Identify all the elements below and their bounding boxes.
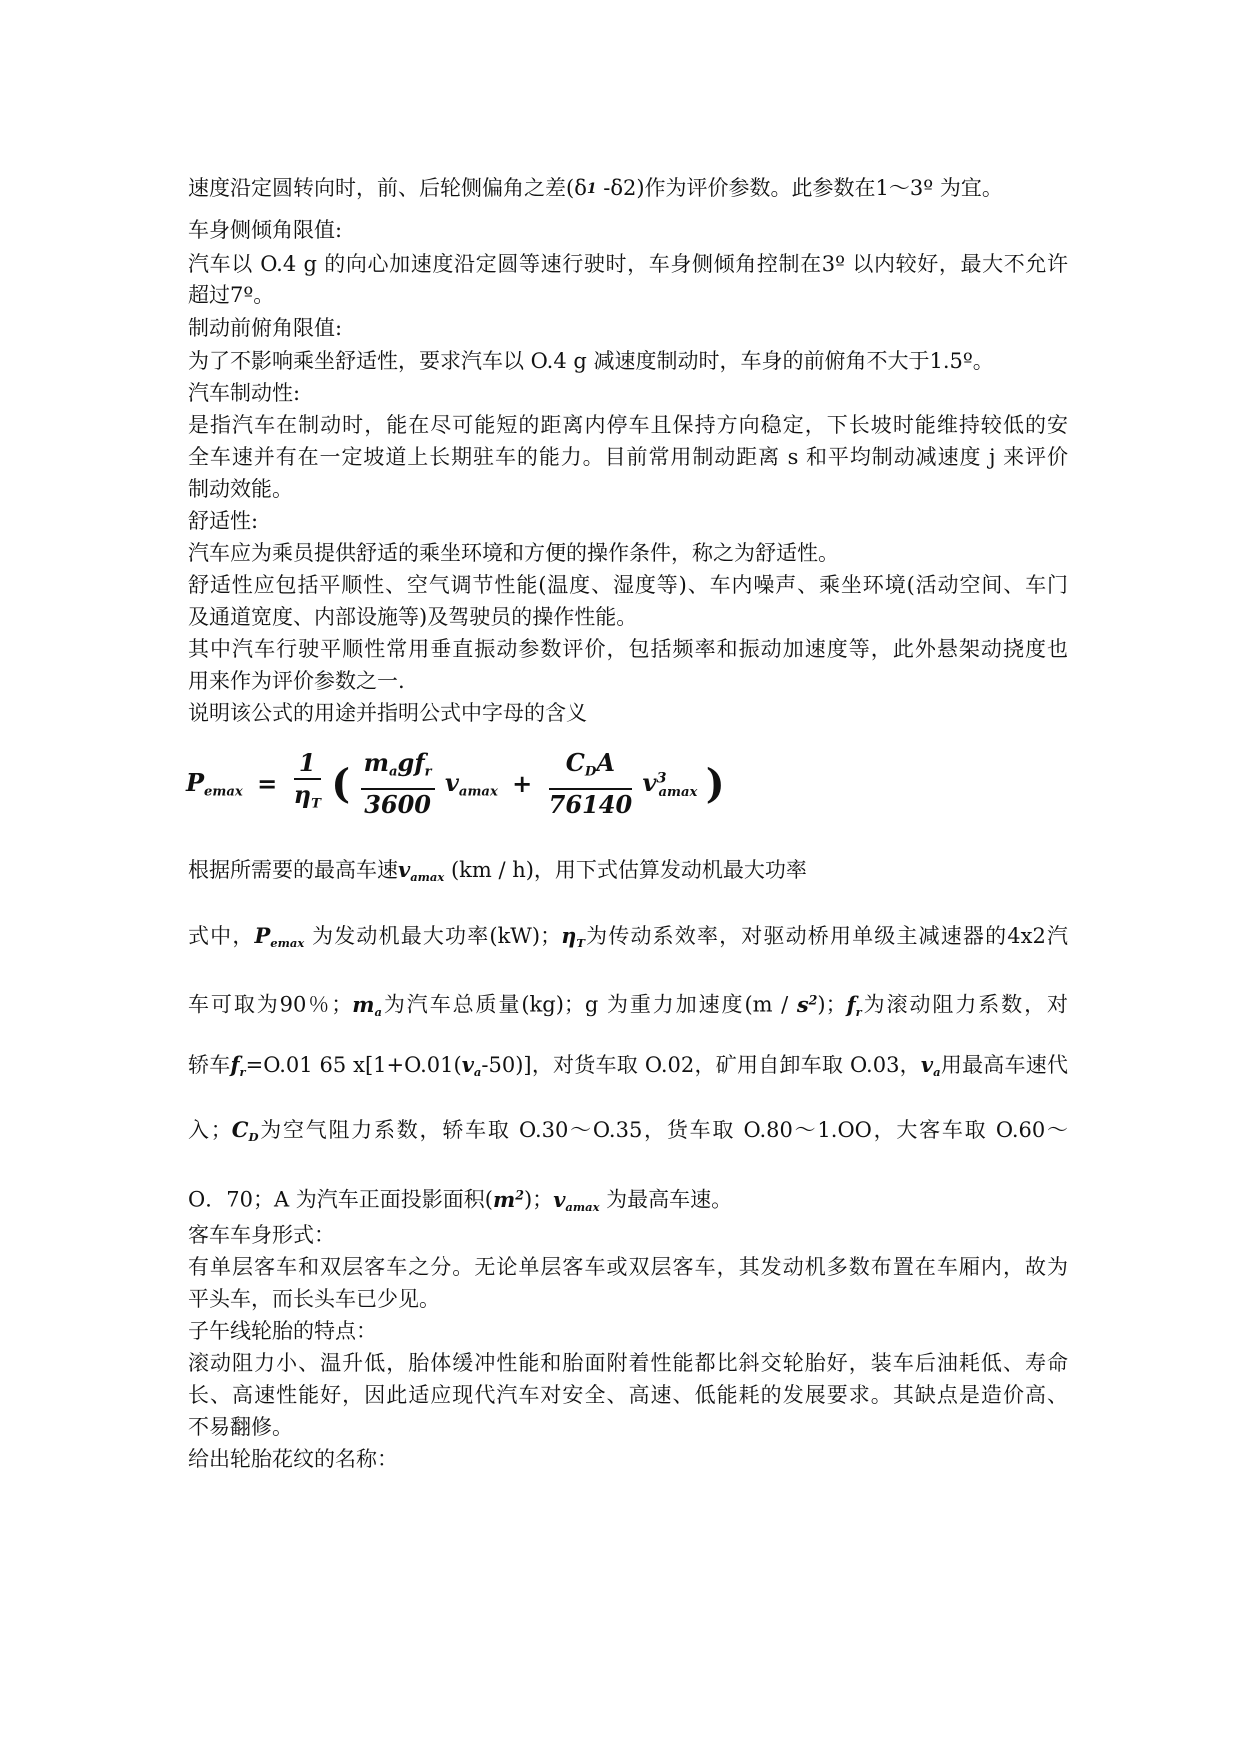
formula-frac-2: $\frac{m_agf_r}{3600}$ [361,748,435,820]
text-line-10: 制动效能。 [188,477,293,501]
text-para2-b: 式中，$P_{emax}$ 为发动机最大功率(kW)；$\eta_T$为传动系效率，对驱动桥用单级主减速器的4x2汽 [188,923,1068,951]
formula-lhs: $P_{emax}$ [186,768,243,800]
formula-v2: $v^3_{amax}$ [642,768,698,800]
formula-open-paren: ( [331,760,351,808]
formula-frac-3: $\frac{C_DA}{76140}$ [548,748,633,819]
heading-tread-pattern: 给出轮胎花纹的名称： [188,1447,398,1471]
text-line-g7: 不易翻修。 [188,1415,293,1439]
formula-plus: + [512,769,533,799]
heading-pitch-angle: 制动前俯角限值: [188,316,343,340]
text-line-8: 是指汽车在制动时，能在尽可能短的距离内停车且保持方向稳定，下长坡时能维持较低的安 [188,413,1068,437]
text-line-g2: 有单层客车和双层客车之分。无论单层客车或双层客车，其发动机多数布置在车厢内，故为 [188,1255,1068,1279]
text-line-4: 超过7º。 [188,283,275,307]
formula-frac-1: $\frac{1}{\eta_T}$ [293,748,321,812]
power-formula [186,748,725,818]
formula-v1: $v_{amax}$ [444,768,498,800]
text-line-17: 说明该公式的用途并指明公式中字母的含义 [188,701,587,725]
formula-close-paren: ) [705,760,725,808]
text-para2-e: 入；$C_D$为空气阻力系数，轿车取 O.30～O.35，货车取 O.80～1.OO，大客车取 O.60～ [188,1117,1069,1145]
heading-bus-body: 客车车身形式： [188,1223,335,1247]
text-line-g6: 长、高速性能好，因此适应现代汽车对安全、高速、低能耗的发展要求。其缺点是造价高、 [188,1383,1068,1407]
text-line-9: 全车速并有在一定坡道上长期驻车的能力。目前常用制动距离 s 和平均制动减速度 j 来评价 [188,445,1068,469]
text-line-3: 汽车以 O.4 g 的向心加速度沿定圆等速行驶时，车身侧倾角控制在3º 以内较好，最大不允许 [188,252,1068,276]
text-line-6: 为了不影响乘坐舒适性，要求汽车以 O.4 g 减速度制动时，车身的前俯角不大于1.5º。 [188,349,994,373]
heading-braking: 汽车制动性: [188,381,301,405]
text-para2-f: O．70；A 为汽车正面投影面积$(m^2)$；$v_{amax}$ 为最高车速。 [188,1186,733,1214]
text-para2-c: 车可取为90％；$m_a$为汽车总质量(kg)；g 为重力加速度$(m / s^2)$；$f_r$为滚动阻力系数，对 [188,991,1069,1019]
text-line-1: 速度沿定圆转向时，前、后轮侧偏角之差(δ1 -δ2)作为评价参数。此参数在1～3º 为宜。 [188,176,1003,200]
text-line-13: 舒适性应包括平顺性、空气调节性能(温度、湿度等)、车内噪声、乘坐环境(活动空间、车门 [188,573,1068,597]
heading-comfort: 舒适性: [188,509,259,533]
formula-equals: = [257,769,278,799]
text-line-g5: 滚动阻力小、温升低，胎体缓冲性能和胎面附着性能都比斜交轮胎好，装车后油耗低、寿命 [188,1351,1068,1375]
heading-roll-angle: 车身侧倾角限值: [188,218,343,242]
text-line-16: 用来作为评价参数之一. [188,669,405,693]
text-line-14: 及通道宽度、内部设施等)及驾驶员的操作性能。 [188,605,638,629]
text-line-15: 其中汽车行驶平顺性常用垂直振动参数评价，包括频率和振动加速度等，此外悬架动挠度也 [188,637,1068,661]
heading-radial-tire: 子午线轮胎的特点： [188,1319,377,1343]
text-line-g3: 平头车，而长头车已少见。 [188,1287,440,1311]
text-line-12: 汽车应为乘员提供舒适的乘坐环境和方便的操作条件，称之为舒适性。 [188,541,839,565]
text-para2-d: 轿车$f_r=O.01$ 65 $x[1+O.01(v_a-50)]$，对货车取 O.02，矿用自卸车取 O.03，$v_a$用最高车速代 [188,1052,1069,1080]
text-para2-a: 根据所需要的最高车速$v_{amax}$ (km / h)，用下式估算发动机最大功率 [188,857,807,885]
